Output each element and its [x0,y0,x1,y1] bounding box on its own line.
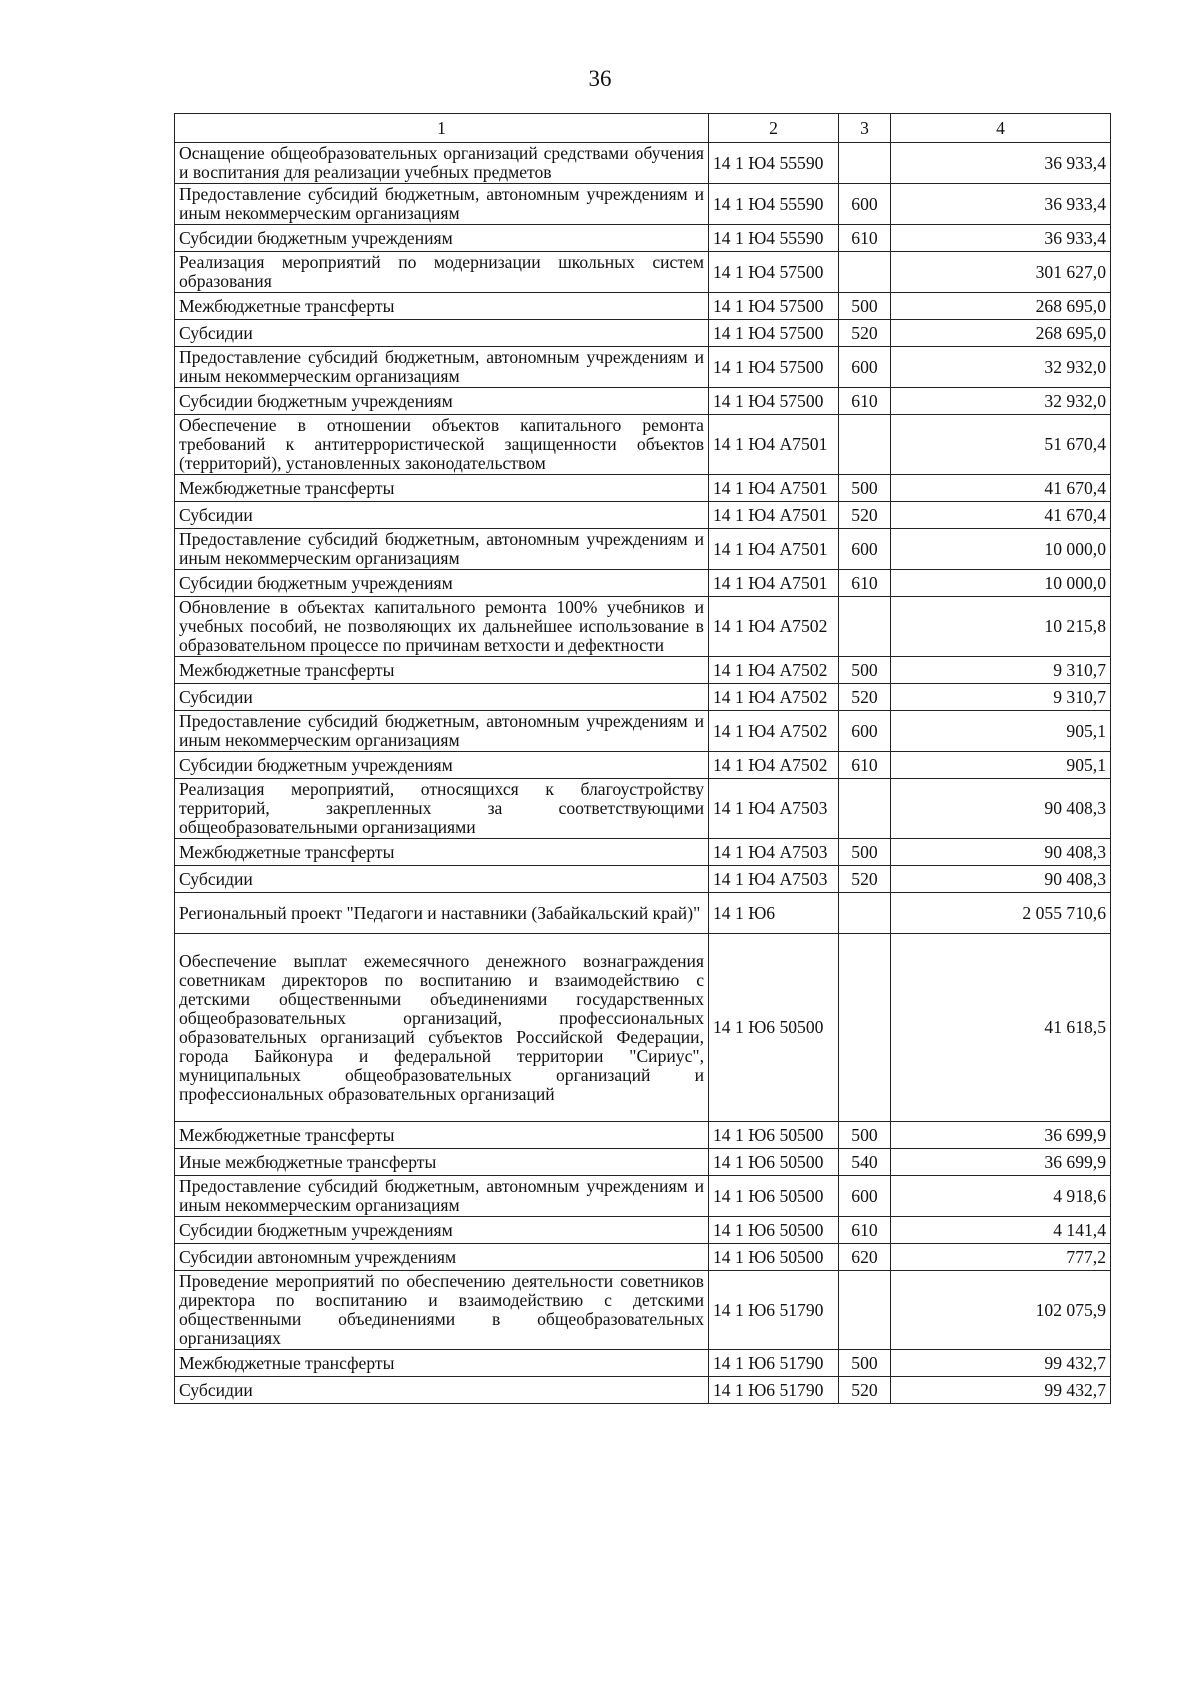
table-row [175,684,1111,711]
header-col-4: 4 [891,114,1111,143]
cell-type: 610 [839,1217,891,1244]
cell-code: 14 1 Ю6 50500 [709,1176,839,1217]
table-header-row [175,114,1111,143]
cell-name: Реализация мероприятий по модернизации школьных систем образования [175,252,709,293]
table-row [175,1377,1111,1404]
cell-name: Реализация мероприятий, относящихся к благоустройству территорий, закрепленных за соответствующими общеобразовательными организациями [175,779,709,839]
cell-type [839,893,891,934]
cell-amount: 4 918,6 [891,1176,1111,1217]
cell-code: 14 1 Ю4 57500 [709,320,839,347]
cell-type: 600 [839,184,891,225]
cell-type [839,143,891,184]
cell-name: Субсидии бюджетным учреждениям [175,225,709,252]
header-col-1: 1 [175,114,709,143]
cell-code: 14 1 Ю4 А7503 [709,779,839,839]
cell-amount: 36 933,4 [891,143,1111,184]
table-row [175,1122,1111,1149]
cell-name: Межбюджетные трансферты [175,657,709,684]
cell-name: Обеспечение в отношении объектов капитального ремонта требований к антитеррористической защищенности объектов (территорий), установленных законодательством [175,415,709,475]
page-number: 36 [588,66,612,91]
cell-name: Субсидии [175,684,709,711]
table-row [175,839,1111,866]
cell-type: 540 [839,1149,891,1176]
cell-amount: 9 310,7 [891,657,1111,684]
cell-name: Оснащение общеобразовательных организаций средствами обучения и воспитания для реализации учебных предметов [175,143,709,184]
cell-name: Межбюджетные трансферты [175,1350,709,1377]
cell-code: 14 1 Ю4 А7502 [709,752,839,779]
table-row [175,866,1111,893]
cell-code: 14 1 Ю4 А7501 [709,529,839,570]
cell-amount: 32 932,0 [891,347,1111,388]
table-row [175,1149,1111,1176]
cell-amount: 301 627,0 [891,252,1111,293]
cell-code: 14 1 Ю4 57500 [709,252,839,293]
cell-amount: 905,1 [891,752,1111,779]
cell-name: Иные межбюджетные трансферты [175,1149,709,1176]
cell-amount: 41 670,4 [891,502,1111,529]
cell-type: 500 [839,1122,891,1149]
cell-code: 14 1 Ю4 А7501 [709,415,839,475]
cell-type [839,252,891,293]
cell-amount: 51 670,4 [891,415,1111,475]
cell-code: 14 1 Ю4 57500 [709,388,839,415]
cell-code: 14 1 Ю6 50500 [709,1149,839,1176]
table-row [175,570,1111,597]
cell-amount: 41 618,5 [891,934,1111,1122]
cell-amount: 4 141,4 [891,1217,1111,1244]
cell-amount: 268 695,0 [891,320,1111,347]
cell-name: Межбюджетные трансферты [175,475,709,502]
table-row [175,1244,1111,1271]
cell-code: 14 1 Ю4 55590 [709,225,839,252]
table-row [175,388,1111,415]
cell-type: 520 [839,684,891,711]
cell-amount: 99 432,7 [891,1350,1111,1377]
cell-type: 500 [839,657,891,684]
cell-name: Субсидии [175,502,709,529]
cell-code: 14 1 Ю6 51790 [709,1377,839,1404]
cell-amount: 10 000,0 [891,529,1111,570]
table-row [175,347,1111,388]
cell-type: 610 [839,388,891,415]
cell-code: 14 1 Ю4 А7502 [709,597,839,657]
cell-type: 600 [839,1176,891,1217]
cell-name: Субсидии бюджетным учреждениям [175,570,709,597]
cell-code: 14 1 Ю6 50500 [709,1217,839,1244]
cell-name: Предоставление субсидий бюджетным, автономным учреждениям и иным некоммерческим организациям [175,1176,709,1217]
cell-name: Региональный проект "Педагоги и наставники (Забайкальский край)" [175,893,709,934]
cell-amount: 777,2 [891,1244,1111,1271]
header-col-2: 2 [709,114,839,143]
budget-table [174,113,1111,1404]
cell-name: Субсидии [175,320,709,347]
table-row [175,293,1111,320]
cell-code: 14 1 Ю4 57500 [709,293,839,320]
cell-type: 520 [839,502,891,529]
cell-name: Субсидии бюджетным учреждениям [175,1217,709,1244]
table-row [175,252,1111,293]
cell-type [839,779,891,839]
cell-code: 14 1 Ю4 А7501 [709,502,839,529]
cell-amount: 36 699,9 [891,1149,1111,1176]
table-row [175,143,1111,184]
table-row [175,893,1111,934]
table-row [175,475,1111,502]
cell-code: 14 1 Ю4 57500 [709,347,839,388]
cell-code: 14 1 Ю6 50500 [709,1244,839,1271]
cell-code: 14 1 Ю4 55590 [709,184,839,225]
table-row [175,184,1111,225]
cell-code: 14 1 Ю4 А7501 [709,570,839,597]
cell-code: 14 1 Ю4 А7503 [709,839,839,866]
cell-type: 500 [839,839,891,866]
cell-name: Субсидии [175,866,709,893]
cell-code: 14 1 Ю4 А7502 [709,711,839,752]
cell-code: 14 1 Ю6 50500 [709,934,839,1122]
cell-name: Обновление в объектах капитального ремонта 100% учебников и учебных пособий, не позволяющих их дальнейшее использование в образовательном процессе по причинам ветхости и дефектности [175,597,709,657]
cell-code: 14 1 Ю4 А7501 [709,475,839,502]
cell-type: 610 [839,752,891,779]
cell-code: 14 1 Ю6 [709,893,839,934]
table-row [175,415,1111,475]
cell-name: Субсидии автономным учреждениям [175,1244,709,1271]
cell-code: 14 1 Ю4 А7502 [709,684,839,711]
cell-type: 500 [839,475,891,502]
table-row [175,1350,1111,1377]
table-row [175,779,1111,839]
table-row [175,657,1111,684]
cell-type: 600 [839,711,891,752]
cell-name: Субсидии бюджетным учреждениям [175,752,709,779]
cell-amount: 9 310,7 [891,684,1111,711]
cell-amount: 268 695,0 [891,293,1111,320]
cell-type: 620 [839,1244,891,1271]
cell-name: Межбюджетные трансферты [175,293,709,320]
cell-type: 500 [839,293,891,320]
table-row [175,1271,1111,1350]
cell-amount: 36 699,9 [891,1122,1111,1149]
cell-type: 600 [839,347,891,388]
cell-code: 14 1 Ю4 55590 [709,143,839,184]
cell-amount: 90 408,3 [891,866,1111,893]
table-row [175,752,1111,779]
table-row [175,934,1111,1122]
cell-amount: 36 933,4 [891,184,1111,225]
cell-amount: 90 408,3 [891,779,1111,839]
cell-name: Субсидии [175,1377,709,1404]
cell-code: 14 1 Ю4 А7502 [709,657,839,684]
table-row [175,225,1111,252]
table-row [175,529,1111,570]
cell-amount: 90 408,3 [891,839,1111,866]
cell-type: 610 [839,570,891,597]
cell-name: Обеспечение выплат ежемесячного денежного вознаграждения советникам директоров по воспитанию и взаимодействию с детскими общественными объединениями государственных общеобразовательных организаций, профессиональных образовательных организаций субъектов Российской Федерации, города Байконура и федеральной территории "Сириус", муниципальных общеобразовательных организаций и профессиональных образовательных организаций [175,934,709,1122]
cell-type: 500 [839,1350,891,1377]
cell-name: Предоставление субсидий бюджетным, автономным учреждениям и иным некоммерческим организациям [175,711,709,752]
cell-amount: 10 000,0 [891,570,1111,597]
cell-name: Предоставление субсидий бюджетным, автономным учреждениям и иным некоммерческим организациям [175,347,709,388]
table-row [175,597,1111,657]
cell-type: 610 [839,225,891,252]
table-row [175,320,1111,347]
header-col-3: 3 [839,114,891,143]
cell-amount: 2 055 710,6 [891,893,1111,934]
cell-type [839,415,891,475]
cell-amount: 36 933,4 [891,225,1111,252]
table-row [175,1217,1111,1244]
cell-type [839,1271,891,1350]
cell-type: 520 [839,866,891,893]
cell-name: Межбюджетные трансферты [175,1122,709,1149]
cell-amount: 32 932,0 [891,388,1111,415]
cell-name: Межбюджетные трансферты [175,839,709,866]
cell-type: 520 [839,320,891,347]
cell-code: 14 1 Ю4 А7503 [709,866,839,893]
table-row [175,711,1111,752]
cell-name: Субсидии бюджетным учреждениям [175,388,709,415]
cell-amount: 102 075,9 [891,1271,1111,1350]
table-row [175,502,1111,529]
cell-name: Проведение мероприятий по обеспечению деятельности советников директора по воспитанию и взаимодействию с детскими общественными объединениями в общеобразовательных организациях [175,1271,709,1350]
cell-code: 14 1 Ю6 50500 [709,1122,839,1149]
cell-code: 14 1 Ю6 51790 [709,1271,839,1350]
cell-name: Предоставление субсидий бюджетным, автономным учреждениям и иным некоммерческим организациям [175,529,709,570]
cell-amount: 10 215,8 [891,597,1111,657]
cell-type [839,597,891,657]
table-row [175,1176,1111,1217]
cell-amount: 905,1 [891,711,1111,752]
cell-type [839,934,891,1122]
cell-code: 14 1 Ю6 51790 [709,1350,839,1377]
cell-type: 520 [839,1377,891,1404]
cell-name: Предоставление субсидий бюджетным, автономным учреждениям и иным некоммерческим организациям [175,184,709,225]
cell-type: 600 [839,529,891,570]
cell-amount: 99 432,7 [891,1377,1111,1404]
cell-amount: 41 670,4 [891,475,1111,502]
